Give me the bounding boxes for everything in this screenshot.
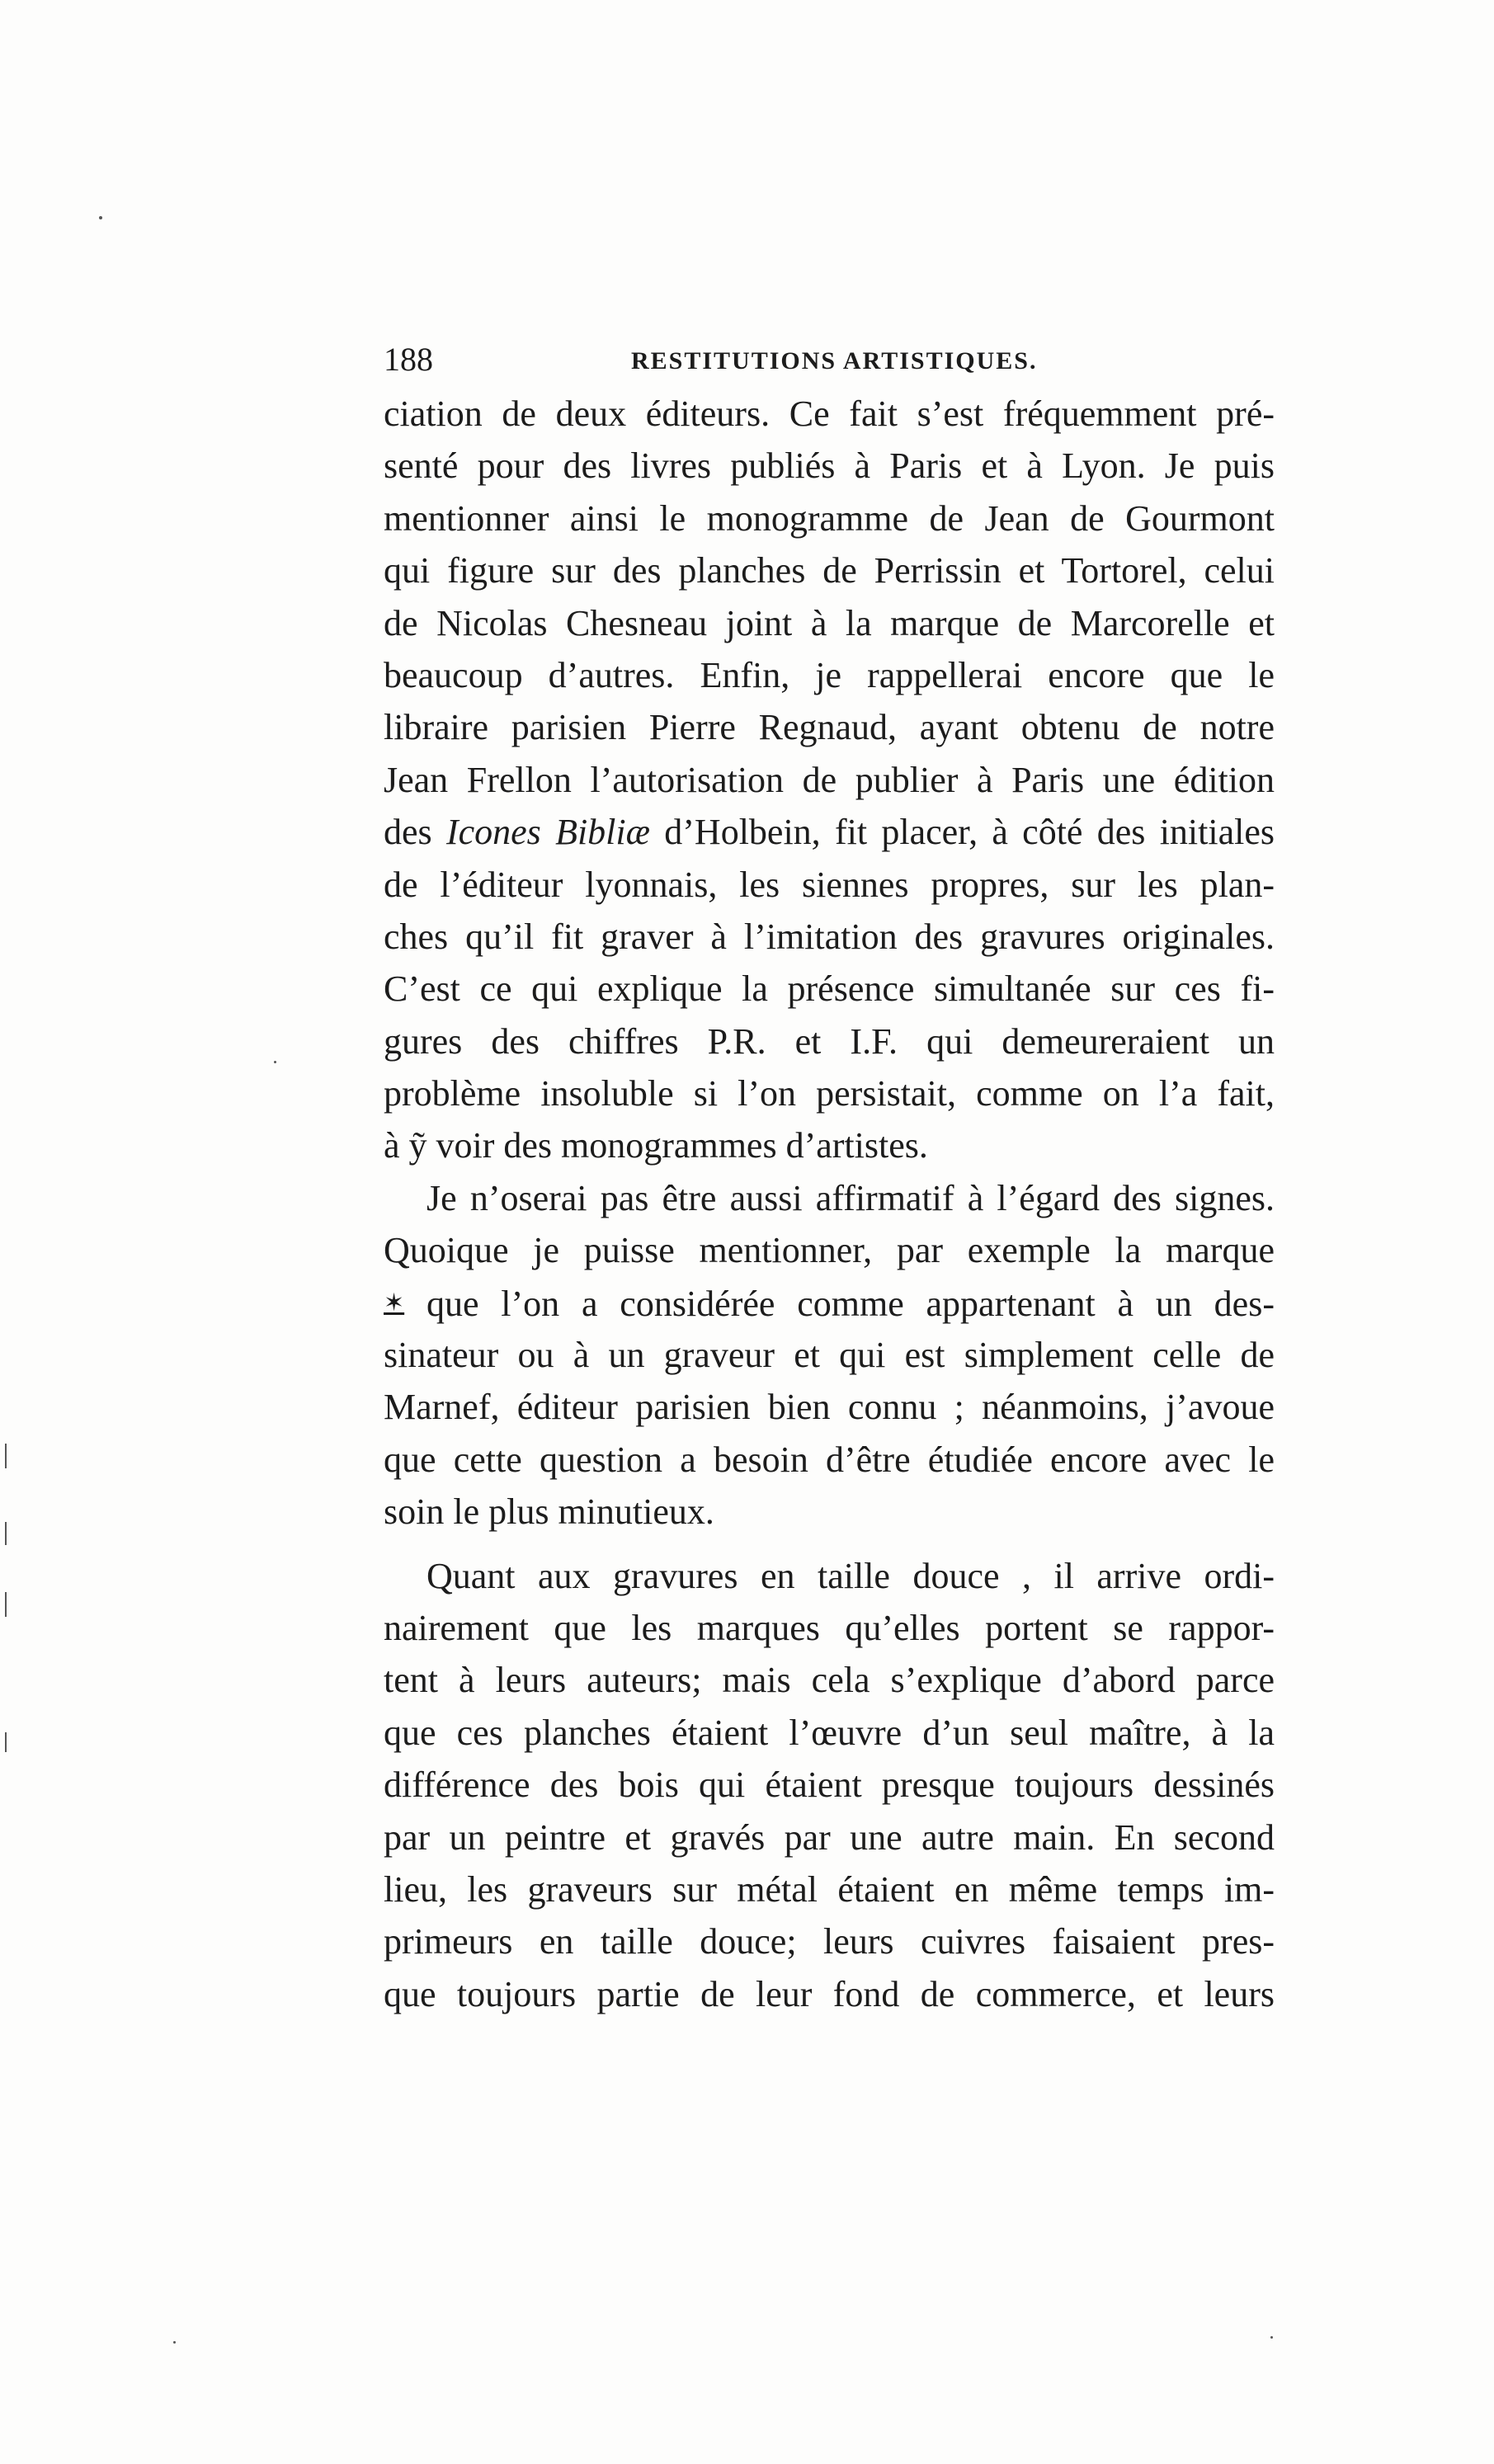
text-line: soin le plus minutieux.: [384, 1491, 714, 1533]
text-line: libraire parisien Pierre Regnaud, ayant obtenu de notre: [384, 707, 1275, 748]
paragraph-gap: [384, 1538, 1275, 1550]
text-fragment: des: [384, 812, 446, 853]
text-line: [384, 1277, 1275, 1329]
text-line: à ỹ voir des monogrammes d’artistes.: [384, 1125, 928, 1166]
page-header: [384, 335, 1275, 384]
text-line: que cette question a besoin d’être étudiée encore avec le: [384, 1439, 1275, 1480]
text-line: primeurs en taille douce; leurs cuivres faisaient pres-: [384, 1921, 1275, 1962]
text-line: problème insoluble si l’on persistait, comme on l’a fait,: [384, 1073, 1275, 1114]
text-line: ches qu’il fit graver à l’imitation des gravures originales.: [384, 916, 1275, 957]
body-text: [384, 388, 1275, 2020]
text-line: différence des bois qui étaient presque toujours dessinés: [384, 1764, 1275, 1806]
paragraph-2: [384, 1172, 1275, 1538]
text-line: que ces planches étaient l’œuvre d’un seul maître, à la: [384, 1712, 1275, 1753]
scan-speck: [173, 2341, 176, 2344]
text-line: Je n’oserai pas être aussi affirmatif à l’égard des signes.: [427, 1177, 1275, 1218]
scan-speck: [99, 216, 102, 219]
text-line: Quant aux gravures en taille douce , il arrive ordi-: [427, 1555, 1275, 1596]
text-line: Marnef, éditeur parisien bien connu ; néanmoins, j’avoue: [384, 1387, 1275, 1428]
printer-mark-icon: ✶: [384, 1289, 405, 1317]
text-line: nairement que les marques qu’elles portent se rappor-: [384, 1607, 1275, 1648]
paragraph-3: [384, 1550, 1275, 2021]
text-line: sinateur ou à un graveur et qui est simplement celle de: [384, 1335, 1275, 1376]
text-line: de Nicolas Chesneau joint à la marque de Marcorelle et: [384, 602, 1275, 643]
page-number: 188: [384, 341, 433, 378]
scan-speck: [1270, 2336, 1273, 2339]
text-line: mentionner ainsi le monogramme de Jean de Gourmont: [384, 497, 1275, 539]
scan-edge-mark: [5, 1444, 7, 1468]
text-line: qui figure sur des planches de Perrissin et Tortorel, celui: [384, 550, 1275, 591]
scan-edge-mark: [5, 1732, 7, 1752]
text-line: C’est ce qui explique la présence simultanée sur ces fi-: [384, 968, 1275, 1010]
text-line: [384, 806, 1275, 858]
text-line: lieu, les graveurs sur métal étaient en même temps im-: [384, 1868, 1275, 1910]
text-fragment: d’Holbein, fit placer, à côté des initiales: [649, 812, 1275, 853]
text-line: beaucoup d’autres. Enfin, je rappellerai encore que le: [384, 654, 1275, 695]
paragraph-1: [384, 388, 1275, 1172]
book-title-italic: Icones Bibliæ: [445, 812, 650, 853]
text-line: senté pour des livres publiés à Paris et à Lyon. Je puis: [384, 445, 1275, 487]
scan-edge-mark: [5, 1592, 7, 1617]
running-title: RESTITUTIONS ARTISTIQUES.: [631, 347, 1038, 375]
text-line: de l’éditeur lyonnais, les siennes propres, sur les plan-: [384, 864, 1275, 905]
text-line: ciation de deux éditeurs. Ce fait s’est fréquemment pré-: [384, 393, 1275, 434]
text-line: par un peintre et gravés par une autre main. En second: [384, 1816, 1275, 1858]
text-line: Jean Frellon l’autorisation de publier à Paris une édition: [384, 759, 1275, 800]
text-line: que toujours partie de leur fond de commerce, et leurs: [384, 1973, 1275, 2014]
text-line: tent à leurs auteurs; mais cela s’explique d’abord parce: [384, 1660, 1275, 1701]
scan-edge-mark: [5, 1522, 7, 1545]
text-line: gures des chiffres P.R. et I.F. qui demeureraient un: [384, 1020, 1275, 1062]
scan-speck: [274, 1061, 276, 1063]
text-fragment: que l’on a considérée comme appartenant à un des-: [404, 1283, 1275, 1324]
text-line: Quoique je puisse mentionner, par exemple la marque: [384, 1230, 1275, 1271]
